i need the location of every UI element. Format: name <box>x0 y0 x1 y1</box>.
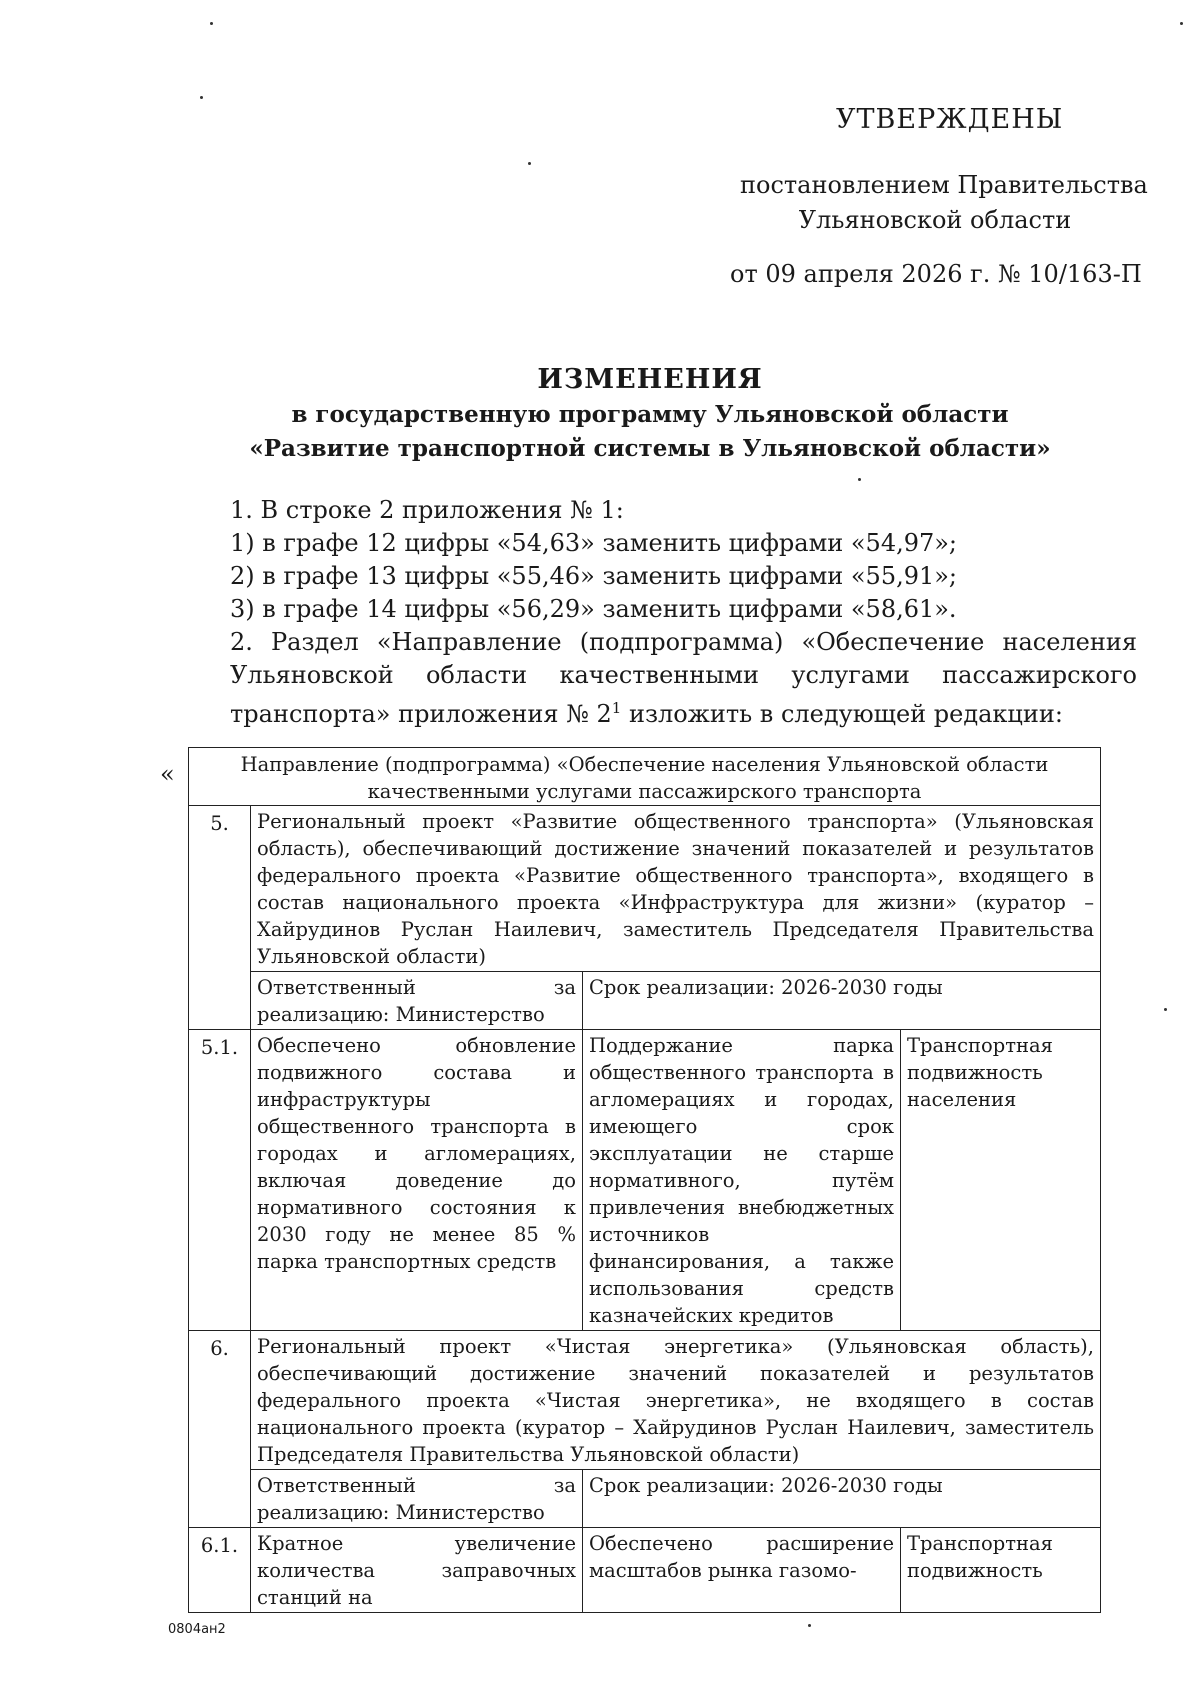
document-body <box>160 494 1137 731</box>
table-row <box>189 1331 1101 1470</box>
row-number: 6.1. <box>189 1528 251 1613</box>
program-table <box>188 747 1101 1613</box>
superscript: 1 <box>611 699 622 717</box>
resolution-line: постановлением Правительства <box>740 171 1148 199</box>
scan-speck <box>200 96 203 99</box>
paragraph: 2) в графе 13 цифры «55,46» заменить цифрами «55,91»; <box>230 562 958 590</box>
scan-speck <box>528 162 531 165</box>
table-row <box>189 1030 1101 1331</box>
scan-speck <box>1180 22 1183 25</box>
table-header: Направление (подпрограмма) «Обеспечение населения Ульяновской области качественными услугами пассажирского транспорта <box>189 748 1101 806</box>
paragraph-text: 2. Раздел «Направление (подпрограмма) «Обеспечение населения Ульяновской области качественными услугами пассажирского транспорта» приложения № 2 <box>230 628 1137 728</box>
effect-cell: Поддержание парка общественного транспорта в агломерациях и городах, имеющего срок эксплуатации не старше нормативного, путём привлечения внебюджетных источников финансирования, а также использования средств казначейских кредитов <box>583 1030 901 1331</box>
paragraph: 1) в графе 12 цифры «54,63» заменить цифрами «54,97»; <box>230 529 958 557</box>
project-cell: Региональный проект «Чистая энергетика» (Ульяновская область), обеспечивающий достижение значений показателей и результатов федерального проекта «Чистая энергетика», не входящего в состав национального проекта (куратор – Хайрудинов Руслан Наилевич, заместитель Председателя Правительства Ульяновской области) <box>251 1331 1101 1470</box>
title-line: в государственную программу Ульяновской области <box>291 401 1009 428</box>
quote-mark: « <box>160 760 175 788</box>
task-cell: Обеспечено обновление подвижного состава и инфраструктуры общественного транспорта в городах и агломерациях, включая доведение до нормативного состояния к 2030 году не менее 85 % парка транспортных средств <box>251 1030 583 1331</box>
effect-cell: Обеспечено расширение масштабов рынка газомо- <box>583 1528 901 1613</box>
task-cell: Кратное увеличение количества заправочных станций на <box>251 1528 583 1613</box>
scan-speck <box>858 478 861 481</box>
paragraph: 1. В строке 2 приложения № 1: <box>230 496 624 524</box>
responsible-cell: Ответственный за реализацию: Министерство <box>251 1470 583 1528</box>
document-title <box>160 362 1140 466</box>
resolution-block <box>740 168 1148 238</box>
row-number: 5.1. <box>189 1030 251 1331</box>
paragraph: 3) в графе 14 цифры «56,29» заменить цифрами «58,61». <box>230 595 957 623</box>
table-row <box>189 972 1101 1030</box>
row-number: 5. <box>189 806 251 1030</box>
scan-speck <box>210 22 213 25</box>
paragraph-text: изложить в следующей редакции: <box>621 700 1063 728</box>
scan-speck <box>808 1624 811 1627</box>
resolution-line: Ульяновской области <box>798 206 1072 234</box>
term-cell: Срок реализации: 2026-2030 годы <box>583 1470 1101 1528</box>
responsible-cell: Ответственный за реализацию: Министерство <box>251 972 583 1030</box>
indicator-cell: Транспортная подвижность населения <box>901 1030 1101 1331</box>
scan-speck <box>1164 1008 1167 1011</box>
title-line: «Развитие транспортной системы в Ульяновской области» <box>249 435 1051 462</box>
title-main: ИЗМЕНЕНИЯ <box>537 364 763 395</box>
table-row <box>189 1470 1101 1528</box>
paragraph <box>160 626 1137 731</box>
footer-code: 0804ан2 <box>168 1622 226 1637</box>
table-header-row <box>189 748 1101 806</box>
table-row <box>189 1528 1101 1613</box>
indicator-cell: Транспортная подвижность <box>901 1528 1101 1613</box>
approved-label: УТВЕРЖДЕНЫ <box>836 104 1064 135</box>
project-cell: Региональный проект «Развитие общественного транспорта» (Ульяновская область), обеспечивающий достижение значений показателей и результатов федерального проекта «Развитие общественного транспорта», входящего в состав национального проекта «Инфраструктура для жизни» (куратор – Хайрудинов Руслан Наилевич, заместитель Председателя Правительства Ульяновской области) <box>251 806 1101 972</box>
resolution-date: от 09 апреля 2026 г. № 10/163-П <box>730 260 1142 288</box>
term-cell: Срок реализации: 2026-2030 годы <box>583 972 1101 1030</box>
row-number: 6. <box>189 1331 251 1528</box>
table-row <box>189 806 1101 972</box>
